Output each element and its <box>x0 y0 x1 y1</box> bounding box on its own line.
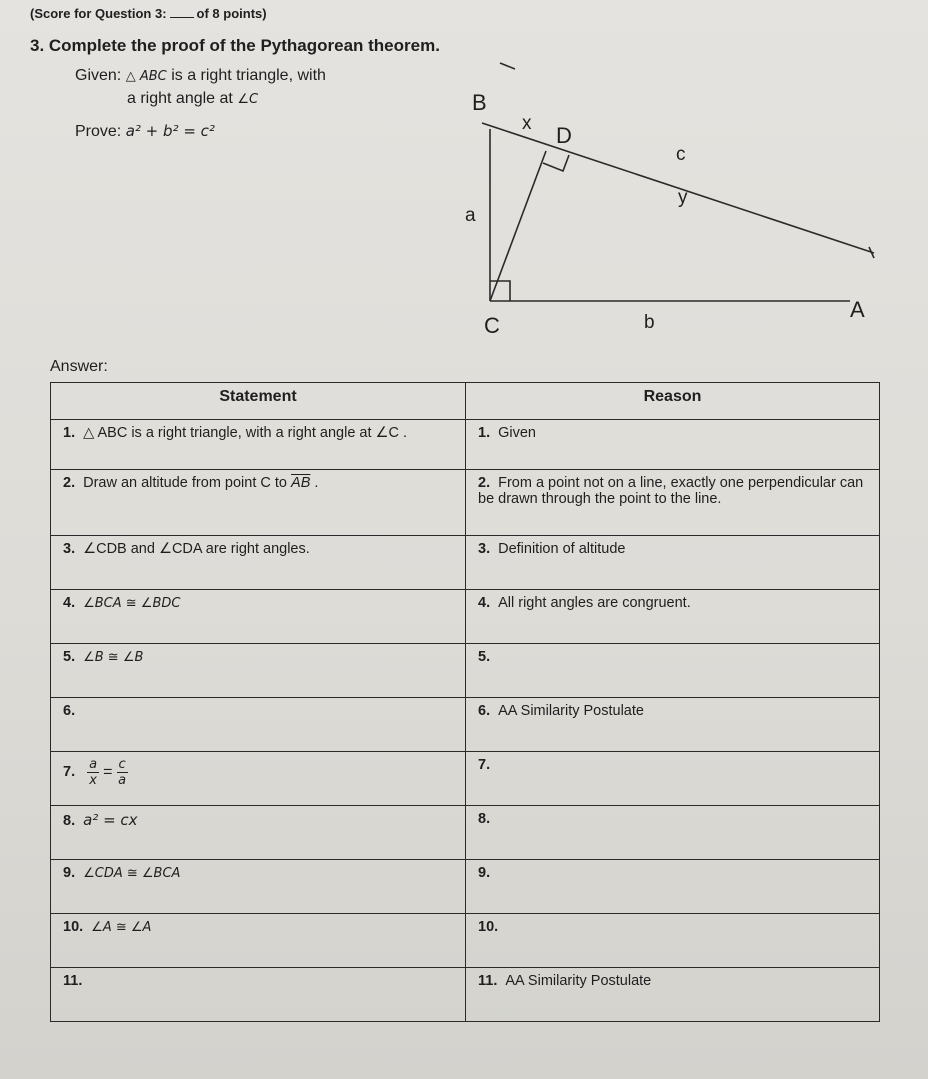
statement-cell-4 <box>51 590 466 644</box>
reason-header: Reason <box>466 383 880 420</box>
statement-header: Statement <box>51 383 466 420</box>
statement-cell-5 <box>51 644 466 698</box>
answer-label: Answer: <box>50 358 108 375</box>
prove-block <box>75 122 215 141</box>
reason-text: AA Similarity Postulate <box>505 973 652 989</box>
reason-number: 4. <box>478 595 491 611</box>
statement-number: 11. <box>63 973 83 989</box>
proof-row-5 <box>51 644 880 698</box>
statement-number: 2. <box>63 475 76 491</box>
proof-table-header <box>51 383 880 420</box>
proof-row-7 <box>51 752 880 806</box>
equals-sign: = <box>103 763 113 781</box>
proof-row-3 <box>51 536 880 590</box>
statement-text: ∠BCA ≅ ∠BDC <box>83 596 181 611</box>
proof-row-2 <box>51 470 880 536</box>
given-text-2: a right angle at <box>127 90 233 107</box>
statement-text: ∠B ≅ ∠B <box>83 650 144 665</box>
proof-row-6 <box>51 698 880 752</box>
proof-row-9 <box>51 860 880 914</box>
statement-cell-3 <box>51 536 466 590</box>
reason-cell-7[interactable] <box>466 752 880 806</box>
statement-text: ∠A ≅ ∠A <box>91 920 152 935</box>
statement-cell-2 <box>51 470 466 536</box>
label-x: x <box>522 113 532 134</box>
prove-expression: a² + b² = c² <box>125 122 215 140</box>
statement-number: 8. <box>63 813 76 829</box>
question-title: 3. Complete the proof of the Pythagorean theorem. <box>30 36 440 55</box>
right-angle-d <box>543 155 569 171</box>
label-y: y <box>678 187 688 208</box>
reason-number: 5. <box>478 649 491 665</box>
score-line <box>30 6 267 21</box>
score-suffix: of 8 points) <box>196 6 267 21</box>
triangle-diagram <box>440 55 890 355</box>
statement-text: △ ABC is a right triangle, with a right angle at ∠C . <box>83 425 408 441</box>
fraction-a-over-x <box>87 757 99 788</box>
given-label: Given: <box>75 67 122 84</box>
statement-number: 1. <box>63 425 76 441</box>
label-c: C <box>484 313 500 338</box>
given-triangle: △ ABC <box>125 69 167 84</box>
altitude-cd <box>490 151 546 301</box>
proof-row-10 <box>51 914 880 968</box>
segment-ab: $\overline{AB}$ <box>291 475 311 491</box>
reason-cell-3 <box>466 536 880 590</box>
statement-text: ∠CDB and ∠CDA are right angles. <box>83 541 310 557</box>
fraction-c-over-a <box>117 757 128 788</box>
reason-cell-6 <box>466 698 880 752</box>
given-text-1: is a right triangle, with <box>171 67 326 84</box>
statement-end: . <box>310 475 319 491</box>
reason-number: 11. <box>478 973 498 989</box>
reason-text: Definition of altitude <box>498 541 626 557</box>
label-b: B <box>472 90 487 115</box>
statement-text: ∠CDA ≅ ∠BCA <box>83 866 181 881</box>
label-a: A <box>850 297 865 322</box>
statement-number: 5. <box>63 649 76 665</box>
reason-cell-10[interactable] <box>466 914 880 968</box>
statement-cell-1 <box>51 420 466 470</box>
reason-number: 2. <box>478 475 491 491</box>
given-angle: ∠C <box>237 92 259 107</box>
numerator: a <box>89 757 98 772</box>
reason-number: 3. <box>478 541 491 557</box>
label-side-a: a <box>465 205 476 226</box>
statement-cell-9 <box>51 860 466 914</box>
tick-b <box>500 63 515 69</box>
reason-cell-5[interactable] <box>466 644 880 698</box>
statement-number: 7. <box>63 764 76 781</box>
reason-number: 6. <box>478 703 491 719</box>
prove-label: Prove: <box>75 123 122 140</box>
statement-cell-6[interactable] <box>51 698 466 752</box>
reason-text: From a point not on a line, exactly one perpendicular can be drawn through the point to the line. <box>478 475 864 507</box>
given-block <box>75 65 326 111</box>
label-side-b: b <box>644 312 655 333</box>
statement-cell-7 <box>51 752 466 806</box>
reason-cell-11 <box>466 968 880 1022</box>
reason-number: 9. <box>478 865 491 881</box>
statement-number: 6. <box>63 703 76 719</box>
label-d: D <box>556 123 572 148</box>
statement-cell-8 <box>51 806 466 860</box>
reason-text: All right angles are congruent. <box>498 595 691 611</box>
reason-number: 1. <box>478 425 491 441</box>
reason-number: 7. <box>478 757 491 773</box>
statement-number: 3. <box>63 541 76 557</box>
reason-text: Given <box>498 425 536 441</box>
denominator: a <box>118 773 127 788</box>
numerator: c <box>118 757 126 772</box>
proof-row-11 <box>51 968 880 1022</box>
reason-number: 8. <box>478 811 491 827</box>
statement-text: a² = cx <box>83 811 138 829</box>
score-prefix: (Score for Question 3: <box>30 6 167 21</box>
reason-cell-4 <box>466 590 880 644</box>
statement-number: 4. <box>63 595 76 611</box>
denominator: x <box>89 773 97 788</box>
proof-table <box>50 382 880 1022</box>
statement-number: 9. <box>63 865 76 881</box>
statement-text: Draw an altitude from point C to <box>83 475 292 491</box>
reason-cell-2 <box>466 470 880 536</box>
statement-number: 10. <box>63 919 84 935</box>
reason-cell-1 <box>466 420 880 470</box>
reason-text: AA Similarity Postulate <box>498 703 644 719</box>
score-blank[interactable] <box>170 17 194 18</box>
statement-cell-11[interactable] <box>51 968 466 1022</box>
statement-cell-10 <box>51 914 466 968</box>
proof-row-4 <box>51 590 880 644</box>
reason-cell-8[interactable] <box>466 806 880 860</box>
reason-cell-9[interactable] <box>466 860 880 914</box>
proof-row-1 <box>51 420 880 470</box>
proof-row-8 <box>51 806 880 860</box>
label-side-c: c <box>676 144 686 165</box>
reason-number: 10. <box>478 919 499 935</box>
